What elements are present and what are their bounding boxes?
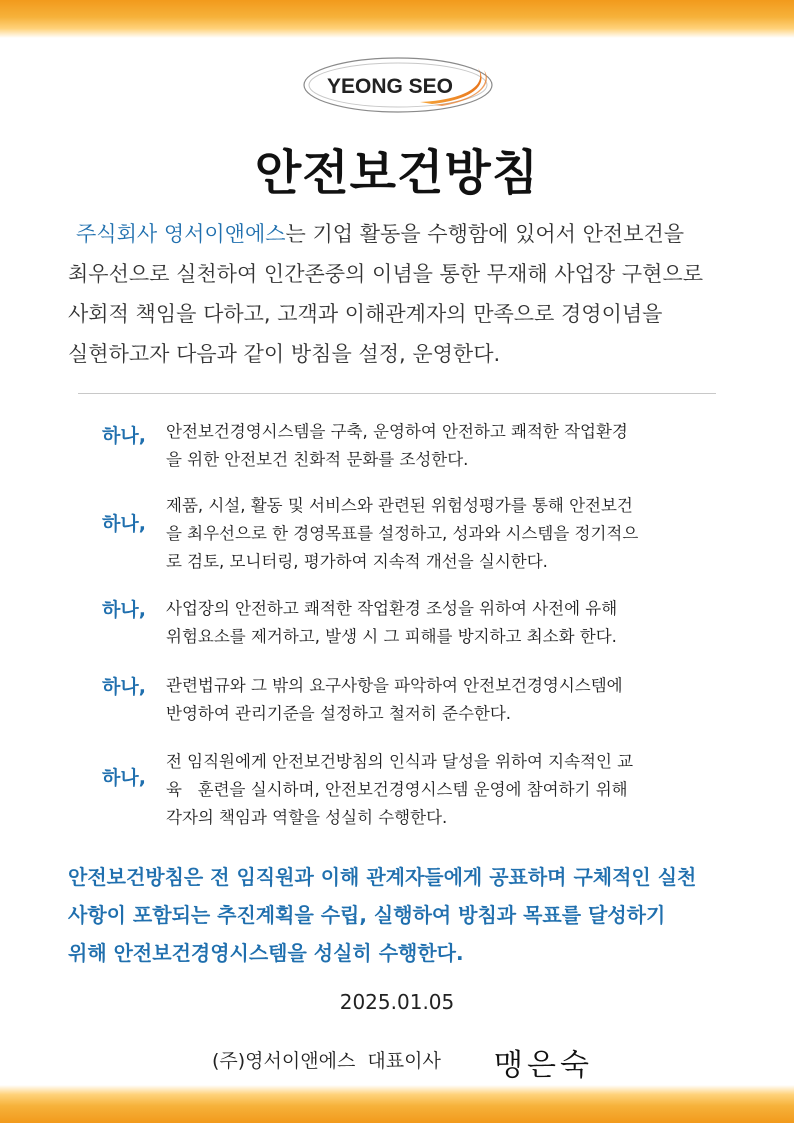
pledge-text: 전 임직원에게 안전보건방침의 인식과 달성을 위하여 지속적인 교 육 훈련을 실시하며, 안전보건경영시스템 운영에 참여하기 위해 각자의 책임과 역할을 성실히 수행한다.	[166, 752, 634, 827]
bottom-orange-band	[0, 1085, 794, 1123]
pledge-label: 하나,	[102, 513, 146, 535]
company-name: 주식회사 영서이앤에스	[76, 222, 286, 246]
intro-line-3: 사회적 책임을 다하고, 고객과 이해관계자의 만족으로 경영이념을	[68, 302, 663, 326]
pledge-label: 하나,	[102, 676, 146, 698]
intro-line-1: 주식회사 영서이앤에스는 기업 활동을 수행함에 있어서 안전보건을	[68, 214, 728, 254]
pledge-label: 하나,	[102, 425, 146, 447]
pledge-text: 제품, 시설, 활동 및 서비스와 관련된 위험성평가를 통해 안전보건 을 최우선으로 한 경영목표를 설정하고, 성과와 시스템을 정기적으 로 검토, 모니터링, 평가하여 지속적 개선을 실시한다.	[166, 496, 639, 571]
intro-paragraph	[68, 214, 728, 374]
pledge-label: 하나,	[102, 599, 146, 621]
logo-text: YEONG SEO	[326, 75, 454, 98]
pledge-text: 안전보건경영시스템을 구축, 운영하여 안전하고 쾌적한 작업환경 을 위한 안전보건 친화적 문화를 조성한다.	[166, 422, 628, 469]
issue-date: 2025.01.05	[339, 990, 455, 1014]
top-orange-band	[0, 0, 794, 38]
pledge-text: 사업장의 안전하고 쾌적한 작업환경 조성을 위하여 사전에 유해 위험요소를 제거하고, 발생 시 그 피해를 방지하고 최소화 한다.	[166, 599, 618, 646]
ceo-signature: 맹은숙	[494, 1048, 593, 1083]
page-title: 안전보건방침	[254, 145, 540, 201]
pledge-text: 관련법규와 그 밖의 요구사항을 파악하여 안전보건경영시스템에 반영하여 관리기준을 설정하고 철저히 준수한다.	[166, 676, 623, 723]
closing-statement: 안전보건방침은 전 임직원과 이해 관계자들에게 공표하며 구체적인 실천 사항이 포함되는 추진계획을 수립, 실행하여 방침과 목표를 달성하기 위해 안전보건경영시스템을 성실히 수행한다.	[68, 865, 697, 965]
yeongseo-logo	[302, 56, 494, 114]
intro-line-2: 최우선으로 실천하여 인간존중의 이념을 통한 무재해 사업장 구현으로	[68, 262, 704, 286]
company-ceo-title: (주)영서이앤에스 대표이사	[212, 1050, 441, 1072]
pledge-label: 하나,	[102, 767, 146, 789]
intro-line-4: 실현하고자 다음과 같이 방침을 설정, 운영한다.	[68, 342, 501, 366]
section-divider	[78, 393, 716, 394]
